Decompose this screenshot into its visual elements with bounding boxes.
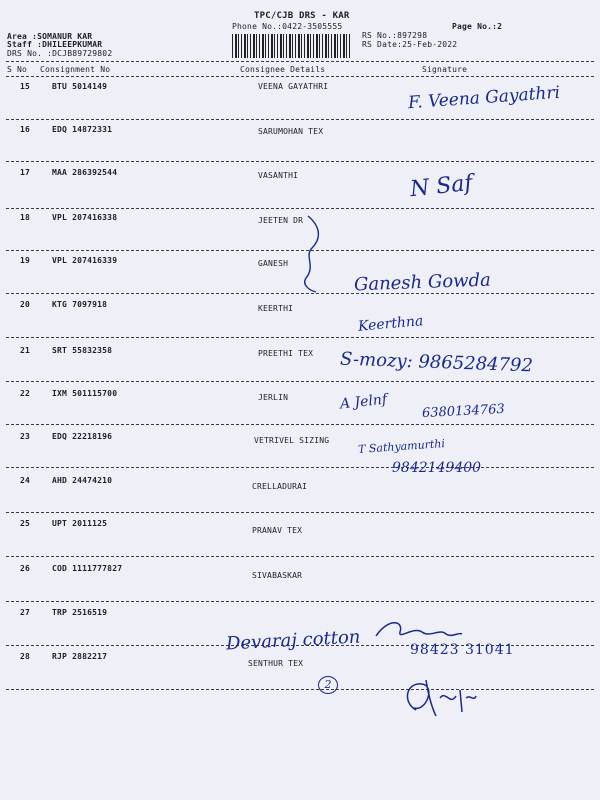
- row-divider: [6, 601, 594, 602]
- row-consignment: UPT 2011125: [52, 519, 108, 528]
- row-consignee: VASANTHI: [258, 171, 299, 180]
- row-consignee: KEERTHI: [258, 304, 294, 313]
- area-label: Area :SOMANUR KAR: [7, 32, 93, 41]
- row-consignee: GANESH: [258, 259, 289, 268]
- row-consignment: IXM 501115700: [52, 389, 118, 398]
- row-consignment: RJP 2882217: [52, 652, 108, 661]
- row-sno: 27: [20, 608, 31, 617]
- row-divider: [6, 337, 594, 338]
- row-divider: [6, 424, 594, 425]
- row-consignee: SARUMOHAN TEX: [258, 127, 324, 136]
- staff-label: Staff :DHILEEPKUMAR: [7, 40, 103, 49]
- row-consignment: BTU 5014149: [52, 82, 108, 91]
- row-divider: [6, 381, 594, 382]
- row-consignment: EDQ 22218196: [52, 432, 113, 441]
- row-consignee: PREETHI TEX: [258, 349, 314, 358]
- signature-20: Keerthna: [357, 313, 424, 335]
- row-divider: [6, 512, 594, 513]
- row-consignee: CRELLADURAI: [252, 482, 308, 491]
- column-divider: [6, 76, 594, 77]
- row-consignment: EDQ 14872331: [52, 125, 113, 134]
- row-consignment: SRT 55832358: [52, 346, 113, 355]
- row-consignee: VEENA GAYATHRI: [258, 82, 329, 91]
- document-title: TPC/CJB DRS - KAR: [254, 11, 350, 21]
- column-consignee: Consignee Details: [240, 65, 326, 74]
- row-consignment: MAA 286392544: [52, 168, 118, 177]
- row-consignment: COD 1111777827: [52, 564, 123, 573]
- column-signature: Signature: [422, 65, 468, 74]
- row-divider: [6, 119, 594, 120]
- row-consignment: AHD 24474210: [52, 476, 113, 485]
- signature-22-name: A Jelnf: [339, 391, 388, 413]
- row-divider: [6, 467, 594, 468]
- row-consignee: JEETEN DR: [258, 216, 304, 225]
- row-consignment: KTG 7097918: [52, 300, 108, 309]
- signature-23-phone: 9842149400: [392, 460, 482, 476]
- row-sno: 23: [20, 432, 31, 441]
- rs-number: RS No.:897298: [362, 31, 428, 40]
- bracket-mark-icon: [296, 214, 326, 294]
- row-consignment: VPL 207416338: [52, 213, 118, 222]
- row-consignee: SIVABASKAR: [252, 571, 303, 580]
- signature-27-name: Devaraj cotton: [225, 626, 361, 655]
- header-divider: [6, 61, 594, 62]
- row-consignee: PRANAV TEX: [252, 526, 303, 535]
- row-sno: 18: [20, 213, 31, 222]
- rs-date: RS Date:25-Feb-2022: [362, 40, 458, 49]
- row-sno: 15: [20, 82, 31, 91]
- row-sno: 26: [20, 564, 31, 573]
- row-consignee: JERLIN: [258, 393, 289, 402]
- row-sno: 21: [20, 346, 31, 355]
- row-consignee: SENTHUR TEX: [248, 659, 304, 668]
- row-consignment: VPL 207416339: [52, 256, 118, 265]
- signature-28-scribble-icon: [396, 672, 480, 722]
- barcode: [232, 34, 352, 58]
- signature-23-name: T Sathyamurthi: [357, 436, 446, 457]
- row-sno: 19: [20, 256, 31, 265]
- signature-27-phone: 98423 31041: [410, 642, 515, 658]
- row-consignment: TRP 2516519: [52, 608, 108, 617]
- row-sno: 24: [20, 476, 31, 485]
- row-divider: [6, 556, 594, 557]
- row-divider: [6, 161, 594, 162]
- signature-15: F. Veena Gayathri: [407, 82, 561, 114]
- row-sno: 20: [20, 300, 31, 309]
- row-consignee: VETRIVEL SIZING: [254, 436, 330, 445]
- row-sno: 25: [20, 519, 31, 528]
- signature-22-phone: 6380134763: [421, 401, 506, 422]
- column-consignment: Consignment No: [40, 65, 111, 74]
- page-number: Page No.:2: [452, 22, 503, 31]
- row-sno: 22: [20, 389, 31, 398]
- row-sno: 16: [20, 125, 31, 134]
- column-sno: S No: [7, 65, 28, 74]
- row-sno: 17: [20, 168, 31, 177]
- circled-mark: 2: [318, 676, 338, 694]
- phone-number: Phone No.:0422-3505555: [232, 22, 343, 31]
- row-divider: [6, 689, 594, 690]
- signature-17: N Saf: [408, 170, 474, 203]
- signature-21: S-mozy: 9865284792: [339, 348, 534, 377]
- row-sno: 28: [20, 652, 31, 661]
- row-divider: [6, 208, 594, 209]
- drs-number: DRS No. :DCJB89729802: [7, 49, 113, 58]
- signature-19: Ganesh Gowda: [353, 269, 492, 296]
